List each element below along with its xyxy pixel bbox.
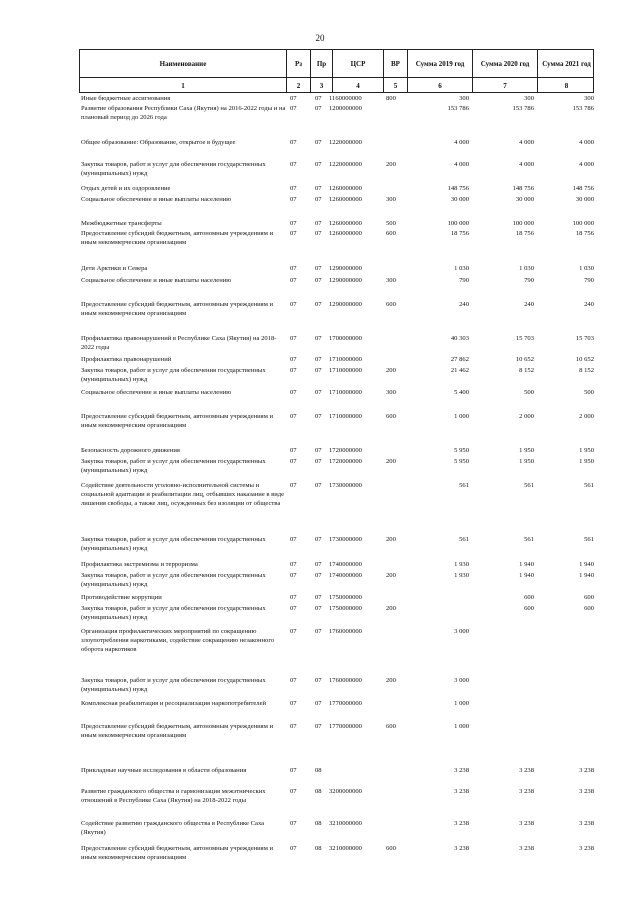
row-sum-2021: 153 786 [572,105,594,112]
row-sum-2019: 1 030 [454,265,469,272]
header-idx-7: 7 [473,78,538,93]
row-name: Профилактика правонарушений [81,356,172,363]
row-sum-2019: 100 000 [447,220,469,227]
row-sum-2019: 27 862 [450,356,469,363]
row-csr: 1760000000 [329,677,362,684]
row-csr: 1740000000 [329,572,362,579]
row-sum-2019: 148 756 [447,185,469,192]
row-vr: 600 [386,845,396,852]
row-sum-2019: 3 000 [454,628,469,635]
header-csr: ЦСР [333,50,384,77]
row-name: Закупка товаров, работ и услуг для обеспечения государственных (муниципальных) нужд [81,161,266,177]
row-sum-2021: 3 238 [579,845,594,852]
row-sum-2020: 561 [524,536,534,543]
row-rz: 07 [290,230,297,237]
row-sum-2019: 18 756 [450,230,469,237]
row-sum-2019: 561 [459,536,469,543]
row-csr: 1710000000 [329,413,362,420]
row-sum-2019: 3 238 [454,845,469,852]
row-csr: 1730000000 [329,536,362,543]
row-sum-2020: 100 000 [512,220,534,227]
row-name: Предоставление субсидий бюджетным, автономным учреждениям и иным некоммерческим организациям [81,845,274,861]
row-sum-2020: 3 238 [519,788,534,795]
row-vr: 600 [386,413,396,420]
row-sum-2019: 1 930 [454,561,469,568]
row-pr: 07 [315,185,322,192]
row-sum-2020: 30 000 [515,196,534,203]
row-pr: 07 [315,196,322,203]
row-name: Комплексная реабилитация и ресоциализация наркопотребителей [81,700,267,707]
row-sum-2020: 500 [524,389,534,396]
row-sum-2020: 148 756 [512,185,534,192]
row-sum-2020: 790 [524,277,534,284]
header-sum-2019: Сумма 2019 год [408,50,473,77]
row-pr: 07 [315,105,322,112]
row-csr: 1720000000 [329,447,362,454]
row-vr: 600 [386,301,396,308]
row-sum-2021: 8 152 [579,367,594,374]
row-rz: 07 [290,767,297,774]
row-rz: 07 [290,820,297,827]
row-sum-2021: 100 000 [572,220,594,227]
row-pr: 07 [315,677,322,684]
row-vr: 300 [386,277,396,284]
row-pr: 07 [315,572,322,579]
row-sum-2019: 30 000 [450,196,469,203]
row-vr: 500 [386,220,396,227]
row-pr: 07 [315,458,322,465]
row-vr: 200 [386,536,396,543]
row-pr: 08 [315,788,322,795]
row-rz: 07 [290,105,297,112]
row-sum-2020: 1 950 [519,458,534,465]
row-rz: 07 [290,561,297,568]
row-rz: 07 [290,161,297,168]
header-name: Наименование [80,50,287,77]
row-sum-2019: 561 [459,482,469,489]
row-rz: 07 [290,605,297,612]
row-csr: 1160000000 [329,95,362,102]
row-csr: 1290000000 [329,277,362,284]
row-pr: 07 [315,220,322,227]
row-csr: 1760000000 [329,628,362,635]
row-csr: 3210000000 [329,820,362,827]
row-sum-2020: 4 000 [519,139,534,146]
row-sum-2020: 300 [524,95,534,102]
row-name: Профилактика экстремизма и терроризма [81,561,198,568]
row-name: Прикладные научные исследования в области образования [81,767,247,774]
row-vr: 200 [386,605,396,612]
row-sum-2020: 18 756 [515,230,534,237]
row-pr: 07 [315,561,322,568]
row-name: Развитие гражданского общества и гармонизация межэтнических отношений в Республике Саха (Якутия) на 2018-2022 годы [81,788,266,804]
row-sum-2021: 3 238 [579,767,594,774]
row-csr: 1730000000 [329,482,362,489]
row-csr: 1770000000 [329,723,362,730]
row-name: Закупка товаров, работ и услуг для обеспечения государственных (муниципальных) нужд [81,458,266,474]
row-name: Межбюджетные трансферты [81,220,162,227]
row-csr: 1700000000 [329,335,362,342]
row-sum-2021: 790 [584,277,594,284]
row-csr: 1770000000 [329,700,362,707]
row-pr: 07 [315,139,322,146]
row-sum-2020: 561 [524,482,534,489]
row-name: Предоставление субсидий бюджетным, автономным учреждениям и иным некоммерческим организациям [81,301,274,317]
row-sum-2019: 5 950 [454,458,469,465]
row-sum-2021: 1 030 [579,265,594,272]
row-rz: 07 [290,335,297,342]
row-name: Социальное обеспечение и иные выплаты населению [81,196,232,203]
header-sum-2021: Сумма 2021 год [542,59,591,68]
row-csr: 3200000000 [329,788,362,795]
row-csr: 1710000000 [329,389,362,396]
row-pr: 07 [315,367,322,374]
row-sum-2021: 2 000 [579,413,594,420]
row-sum-2021: 600 [584,605,594,612]
row-pr: 07 [315,447,322,454]
row-sum-2021: 561 [584,482,594,489]
row-sum-2020: 8 152 [519,367,534,374]
row-rz: 07 [290,572,297,579]
row-rz: 07 [290,356,297,363]
row-sum-2021: 4 000 [579,161,594,168]
row-name: Предоставление субсидий бюджетным, автономным учреждениям и иным некоммерческим организациям [81,230,274,246]
row-sum-2019: 1 000 [454,723,469,730]
row-sum-2019: 790 [459,277,469,284]
row-rz: 07 [290,677,297,684]
row-name: Организация профилактических мероприятий по сокращению злоупотребления наркотиками, содействие сокращению незаконного оборота наркотиков [81,628,275,653]
row-sum-2019: 3 238 [454,820,469,827]
row-rz: 07 [290,447,297,454]
row-csr: 1260000000 [329,220,362,227]
row-sum-2020: 4 000 [519,161,534,168]
row-pr: 07 [315,700,322,707]
row-sum-2021: 300 [584,95,594,102]
row-vr: 200 [386,367,396,374]
row-name: Социальное обеспечение и иные выплаты населению [81,277,232,284]
row-sum-2020: 1 940 [519,561,534,568]
row-sum-2020: 10 652 [515,356,534,363]
row-sum-2019: 1 000 [454,413,469,420]
row-name: Содействие деятельности уголовно-исполнительной системы и социальной адаптации и реабилитации лиц, отбывших наказание в виде лишения свободы, а также лиц, осужденных без изоляции от общества [81,482,285,507]
row-csr: 1750000000 [329,605,362,612]
header-idx-8: 8 [564,81,569,90]
row-sum-2020: 3 238 [519,767,534,774]
row-name: Отдых детей и их оздоровление [81,185,171,192]
row-sum-2020: 3 238 [519,820,534,827]
page-number: 20 [315,33,325,43]
row-rz: 07 [290,389,297,396]
row-sum-2019: 1 930 [454,572,469,579]
row-name: Иные бюджетные ассигнования [81,95,171,102]
header-rz: Рз [287,50,311,77]
row-csr: 1260000000 [329,230,362,237]
row-pr: 07 [315,265,322,272]
row-sum-2019: 5 400 [454,389,469,396]
row-csr: 1710000000 [329,356,362,363]
row-rz: 07 [290,265,297,272]
row-rz: 07 [290,845,297,852]
header-idx-5: 5 [384,78,408,93]
row-pr: 07 [315,95,322,102]
row-vr: 200 [386,572,396,579]
header-idx-3: 3 [311,78,333,93]
row-sum-2021: 1 950 [579,447,594,454]
row-sum-2019: 240 [459,301,469,308]
row-sum-2021: 148 756 [572,185,594,192]
row-sum-2021: 3 238 [579,820,594,827]
row-rz: 07 [290,277,297,284]
row-rz: 07 [290,413,297,420]
row-sum-2019: 3 238 [454,788,469,795]
row-csr: 1220000000 [329,161,362,168]
row-sum-2021: 15 703 [575,335,594,342]
row-pr: 07 [315,628,322,635]
header-vr: ВР [384,50,408,77]
row-rz: 07 [290,723,297,730]
row-pr: 07 [315,389,322,396]
row-pr: 07 [315,335,322,342]
row-vr: 200 [386,458,396,465]
row-name: Закупка товаров, работ и услуг для обеспечения государственных (муниципальных) нужд [81,677,266,693]
header-idx-6: 6 [408,78,473,93]
row-sum-2019: 4 000 [454,161,469,168]
row-pr: 07 [315,536,322,543]
row-pr: 07 [315,413,322,420]
row-sum-2020: 15 703 [515,335,534,342]
row-rz: 07 [290,185,297,192]
row-rz: 07 [290,139,297,146]
row-pr: 07 [315,605,322,612]
row-rz: 07 [290,594,297,601]
row-name: Безопасность дорожного движения [81,447,180,454]
header-pr: Пр [311,50,333,77]
row-name: Содействие развитию гражданского общества в Республике Саха (Якутия) [81,820,265,836]
row-vr: 600 [386,230,396,237]
row-name: Закупка товаров, работ и услуг для обеспечения государственных (муниципальных) нужд [81,536,266,552]
row-pr: 07 [315,482,322,489]
row-csr: 1750000000 [329,594,362,601]
row-csr: 1260000000 [329,196,362,203]
row-sum-2021: 18 756 [575,230,594,237]
row-rz: 07 [290,220,297,227]
row-rz: 07 [290,700,297,707]
row-sum-2021: 4 000 [579,139,594,146]
row-csr: 1710000000 [329,367,362,374]
row-sum-2021: 3 238 [579,788,594,795]
header-idx-4: 4 [333,78,384,93]
row-pr: 07 [315,723,322,730]
row-sum-2020: 153 786 [512,105,534,112]
row-sum-2021: 561 [584,536,594,543]
row-sum-2019: 300 [459,95,469,102]
row-pr: 08 [315,820,322,827]
row-name: Общее образование: Образование, открытое в будущее [81,139,236,146]
row-vr: 300 [386,196,396,203]
row-vr: 800 [386,95,396,102]
row-sum-2019: 3 238 [454,767,469,774]
row-name: Развитие образования Республики Саха (Якутия) на 2016-2022 годы и на плановый период до 2026 года [81,105,286,121]
row-sum-2021: 1 940 [579,561,594,568]
row-rz: 07 [290,301,297,308]
row-sum-2019: 40 303 [450,335,469,342]
row-csr: 1290000000 [329,301,362,308]
row-csr: 1740000000 [329,561,362,568]
row-pr: 07 [315,594,322,601]
row-vr: 200 [386,161,396,168]
row-name: Закупка товаров, работ и услуг для обеспечения государственных (муниципальных) нужд [81,367,266,383]
row-rz: 07 [290,367,297,374]
row-sum-2021: 1 940 [579,572,594,579]
row-pr: 07 [315,161,322,168]
row-sum-2021: 30 000 [575,196,594,203]
row-csr: 1200000000 [329,105,362,112]
row-sum-2019: 5 950 [454,447,469,454]
row-pr: 07 [315,230,322,237]
row-sum-2021: 500 [584,389,594,396]
row-vr: 200 [386,677,396,684]
row-sum-2021: 10 652 [575,356,594,363]
row-name: Социальное обеспечение и иные выплаты населению [81,389,232,396]
row-rz: 07 [290,536,297,543]
row-csr: 3210000000 [329,845,362,852]
header-sum-2020: Сумма 2020 год [473,50,538,77]
row-vr: 600 [386,723,396,730]
row-pr: 07 [315,277,322,284]
row-name: Предоставление субсидий бюджетным, автономным учреждениям и иным некоммерческим организациям [81,413,274,429]
row-sum-2020: 3 238 [519,845,534,852]
row-csr: 1720000000 [329,458,362,465]
row-pr: 07 [315,356,322,363]
row-vr: 300 [386,389,396,396]
row-sum-2019: 153 786 [447,105,469,112]
row-name: Противодействие коррупции [81,594,162,601]
row-csr: 1220000000 [329,139,362,146]
row-pr: 08 [315,767,322,774]
row-pr: 07 [315,301,322,308]
row-name: Предоставление субсидий бюджетным, автономным учреждениям и иным некоммерческим организациям [81,723,274,739]
row-name: Профилактика правонарушений в Республике Саха (Якутия) на 2018-2022 годы [81,335,277,351]
row-rz: 07 [290,196,297,203]
row-sum-2020: 600 [524,594,534,601]
row-csr: 1290000000 [329,265,362,272]
row-sum-2021: 600 [584,594,594,601]
row-sum-2020: 1 030 [519,265,534,272]
row-rz: 07 [290,628,297,635]
row-csr: 1260000000 [329,185,362,192]
row-sum-2020: 240 [524,301,534,308]
row-pr: 08 [315,845,322,852]
row-sum-2019: 4 000 [454,139,469,146]
row-name: Дети Арктики и Севера [81,265,148,272]
row-sum-2019: 21 462 [450,367,469,374]
row-sum-2019: 1 000 [454,700,469,707]
row-name: Закупка товаров, работ и услуг для обеспечения государственных (муниципальных) нужд [81,605,266,621]
row-sum-2020: 600 [524,605,534,612]
row-rz: 07 [290,458,297,465]
row-name: Закупка товаров, работ и услуг для обеспечения государственных (муниципальных) нужд [81,572,266,588]
row-sum-2020: 2 000 [519,413,534,420]
row-sum-2020: 1 940 [519,572,534,579]
header-idx-2: 2 [287,78,311,93]
table-header [79,49,594,93]
row-sum-2021: 1 950 [579,458,594,465]
row-rz: 07 [290,788,297,795]
row-rz: 07 [290,482,297,489]
row-rz: 07 [290,95,297,102]
row-sum-2020: 1 950 [519,447,534,454]
row-sum-2021: 240 [584,301,594,308]
header-idx-1: 1 [80,78,287,93]
row-sum-2019: 3 000 [454,677,469,684]
